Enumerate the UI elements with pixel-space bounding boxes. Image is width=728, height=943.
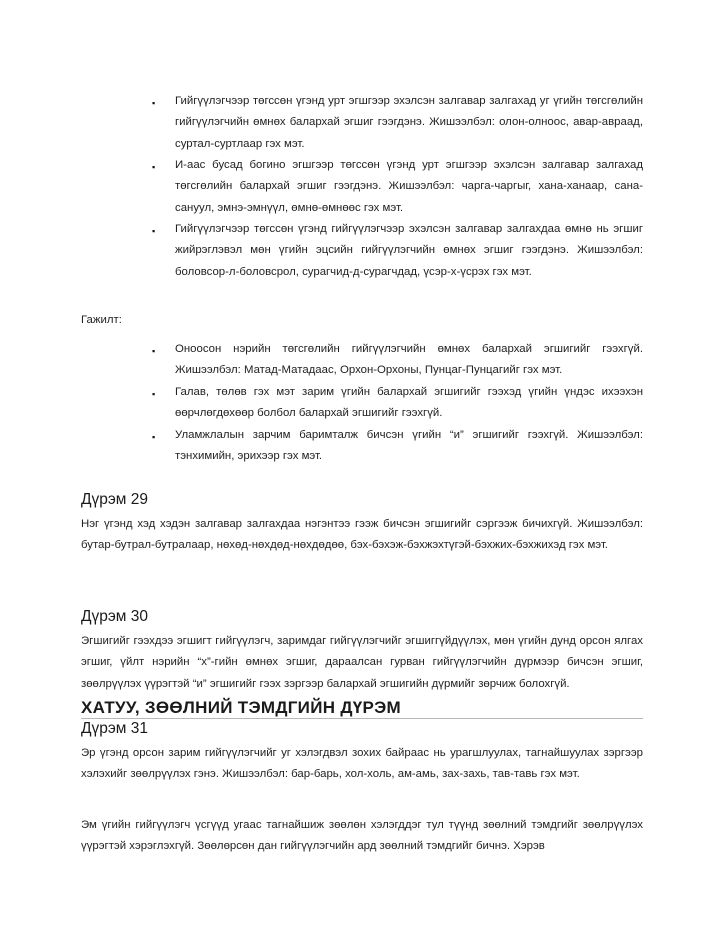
- rule-31-heading: Дүрэм 31: [81, 720, 148, 737]
- rule-31-paragraph-2: Эм үгийн гийгүүлэгч үсгүүд угаас тагнайшиж зөөлөн хэлэгддэг тул түүнд зөөлний тэмдгийг зөөлрүүлэх үүрэгтэй хэрэглэхгүй. Зөөлөрсөн дан гийгүүлэгчийн ард зөөлний тэмдгийг бичнэ. Хэрэв: [81, 819, 643, 853]
- bullet-icon: ▪: [152, 162, 156, 172]
- rule-30-text: Эгшигийг гээхдээ эгшигт гийгүүлэгч, заримдаг гийгүүлэгчийг эгшиггүйдүүлэх, мөн үгийн дунд орсон ялгах эгшиг, үйлт нэрийн “х”-гийн өмнөх эгшиг, дараалсан гурван гийгүүлэгчийн дүрмээр бичсэн эгшиг, зөөлрүүлэх үүрэгтэй “и” эгшигийг гээх зэргээр балархай эгшигийн дүрмийг зөрчиж болохгүй.: [81, 635, 643, 690]
- exceptions-label: Гажилт:: [81, 314, 122, 326]
- rule-31-paragraph-1: Эр үгэнд орсон зарим гийгүүлэгчийг уг хэлэгдвэл зохих байраас нь урагшлуулах, тагнайшуулах зэргээр хэлэхийг зөөлрүүлэх гэнэ. Жишээлбэл: бар-барь, хол-холь, ам-амь, зах-захь, тав-тавь гэх мэт.: [81, 747, 643, 781]
- section-title: ХАТУУ, ЗӨӨЛНИЙ ТЭМДГИЙН ДҮРЭМ: [81, 698, 401, 717]
- list-item: Оноосон нэрийн төгсгөлийн гийгүүлэгчийн өмнөх балархай эгшигийг гээхгүй. Жишээлбэл: Матад-Матадаас, Орхон-Орхоны, Пунцаг-Пунцагийг гэх мэт.: [175, 343, 643, 377]
- list-item: Уламжлалын зарчим баримталж бичсэн үгийн “и” эгшигийг гээхгүй. Жишээлбэл: тэнхимийн, эрихээр гэх мэт.: [175, 429, 643, 463]
- bullet-icon: ▪: [152, 98, 156, 108]
- rule-29-heading: Дүрэм 29: [81, 491, 148, 508]
- list-item: И-аас бусад богино эгшгээр төгссөн үгэнд урт эгшгээр эхэлсэн залгавар залгахад төгсгөлийн балархай эгшиг гээгдэнэ. Жишээлбэл: чарга-чаргыг, хана-ханаар, сана-сануул, эмнэ-эмнүүл, өмнө-өмнөөс гэх мэт.: [175, 159, 643, 214]
- bullet-icon: ▪: [152, 226, 156, 236]
- rule-29-text: Нэг үгэнд хэд хэдэн залгавар залгахдаа нэгэнтээ гээж бичсэн эгшигийг сэргээж бичихгүй. Жишээлбэл: бутар-бутрал-бутралаар, нөхөд-нөхдөд-нөхдөдөө, бэх-бэхэж-бэхжэхтүгэй-бэхжих-бэхжихэд гэх мэт.: [81, 518, 643, 552]
- list-item: Гийгүүлэгчээр төгссөн үгэнд урт эгшгээр эхэлсэн залгавар залгахад уг үгийн төгсгөлийн гийгүүлэгчийн өмнөх балархай эгшиг гээгдэнэ. Жишээлбэл: олон-олноос, авар-авраад, суртал-суртлаар гэх мэт.: [175, 95, 643, 150]
- bullet-icon: ▪: [152, 432, 156, 442]
- rule-30-heading: Дүрэм 30: [81, 608, 148, 625]
- list-item: Галав, төлөв гэх мэт зарим үгийн балархай эгшигийг гээхэд үгийн үндэс ихээхэн өөрчлөгдөхөөр болбол балархай эгшигийг гээхгүй.: [175, 386, 643, 420]
- list-item: Гийгүүлэгчээр төгссөн үгэнд гийгүүлэгчээр эхэлсэн залгавар залгахдаа өмнө нь эгшиг жийрэглэвэл мөн үгийн эцсийн гийгүүлэгчийн өмнөх эгшиг гээгдэнэ. Жишээлбэл: боловсор-л-боловсрол, сурагчид-д-сурагчдад, үсэр-х-үсрэх гэх мэт.: [175, 223, 643, 278]
- bullet-icon: ▪: [152, 346, 156, 356]
- bullet-icon: ▪: [152, 389, 156, 399]
- title-divider: [81, 718, 643, 719]
